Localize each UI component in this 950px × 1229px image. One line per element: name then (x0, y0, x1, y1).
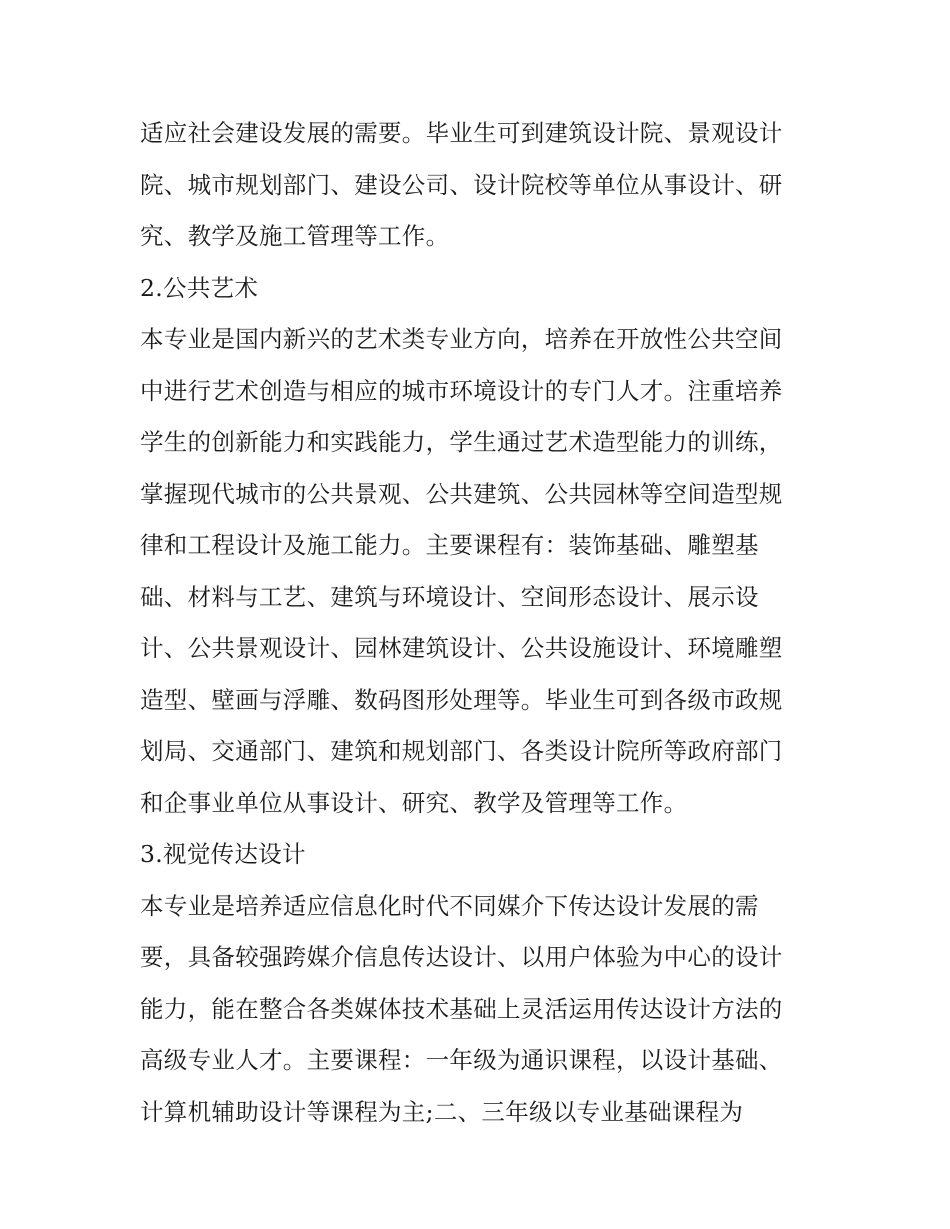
section-heading-public-art: 2.公共艺术 (140, 273, 259, 302)
text-line: 要，具备较强跨媒介信息传达设计、以用户体验为中心的设计 (140, 943, 783, 971)
text-line: 律和工程设计及施工能力。主要课程有：装饰基础、雕塑基 (140, 531, 759, 559)
text-line: 能力，能在整合各类媒体技术基础上灵活运用传达设计方法的 (140, 994, 783, 1023)
text-line: 学生的创新能力和实践能力，学生通过艺术造型能力的训练， (140, 428, 783, 456)
text-line: 掌握现代城市的公共景观、公共建筑、公共园林等空间造型规 (140, 479, 783, 508)
text-line: 适应社会建设发展的需要。毕业生可到建筑设计院、景观设计 (140, 119, 783, 147)
text-line: 高级专业人才。主要课程：一年级为通识课程，以设计基础、 (140, 1046, 783, 1074)
text-line: 中进行艺术创造与相应的城市环境设计的专门人才。注重培养 (140, 376, 783, 405)
section-heading-visual-communication: 3.视觉传达设计 (140, 840, 306, 868)
text-line: 本专业是国内新兴的艺术类专业方向，培养在开放性公共空间 (140, 325, 783, 353)
text-line: 划局、交通部门、建筑和规划部门、各类设计院所等政府部门 (140, 737, 783, 765)
text-line: 础、材料与工艺、建筑与环境设计、空间形态设计、展示设 (140, 582, 759, 611)
text-line: 计、公共景观设计、园林建筑设计、公共设施设计、环境雕塑 (140, 634, 783, 662)
document-body (140, 108, 812, 1138)
text-line: 计算机辅助设计等课程为主;二、三年级以专业基础课程为 (140, 1097, 744, 1126)
text-line: 和企事业单位从事设计、研究、教学及管理等工作。 (140, 788, 688, 817)
text-line: 究、教学及施工管理等工作。 (140, 222, 450, 250)
text-line: 院、城市规划部门、建设公司、设计院校等单位从事设计、研 (140, 170, 783, 199)
text-line: 造型、壁画与浮雕、数码图形处理等。毕业生可到各级市政规 (140, 685, 783, 714)
text-line: 本专业是培养适应信息化时代不同媒介下传达设计发展的需 (140, 891, 759, 920)
